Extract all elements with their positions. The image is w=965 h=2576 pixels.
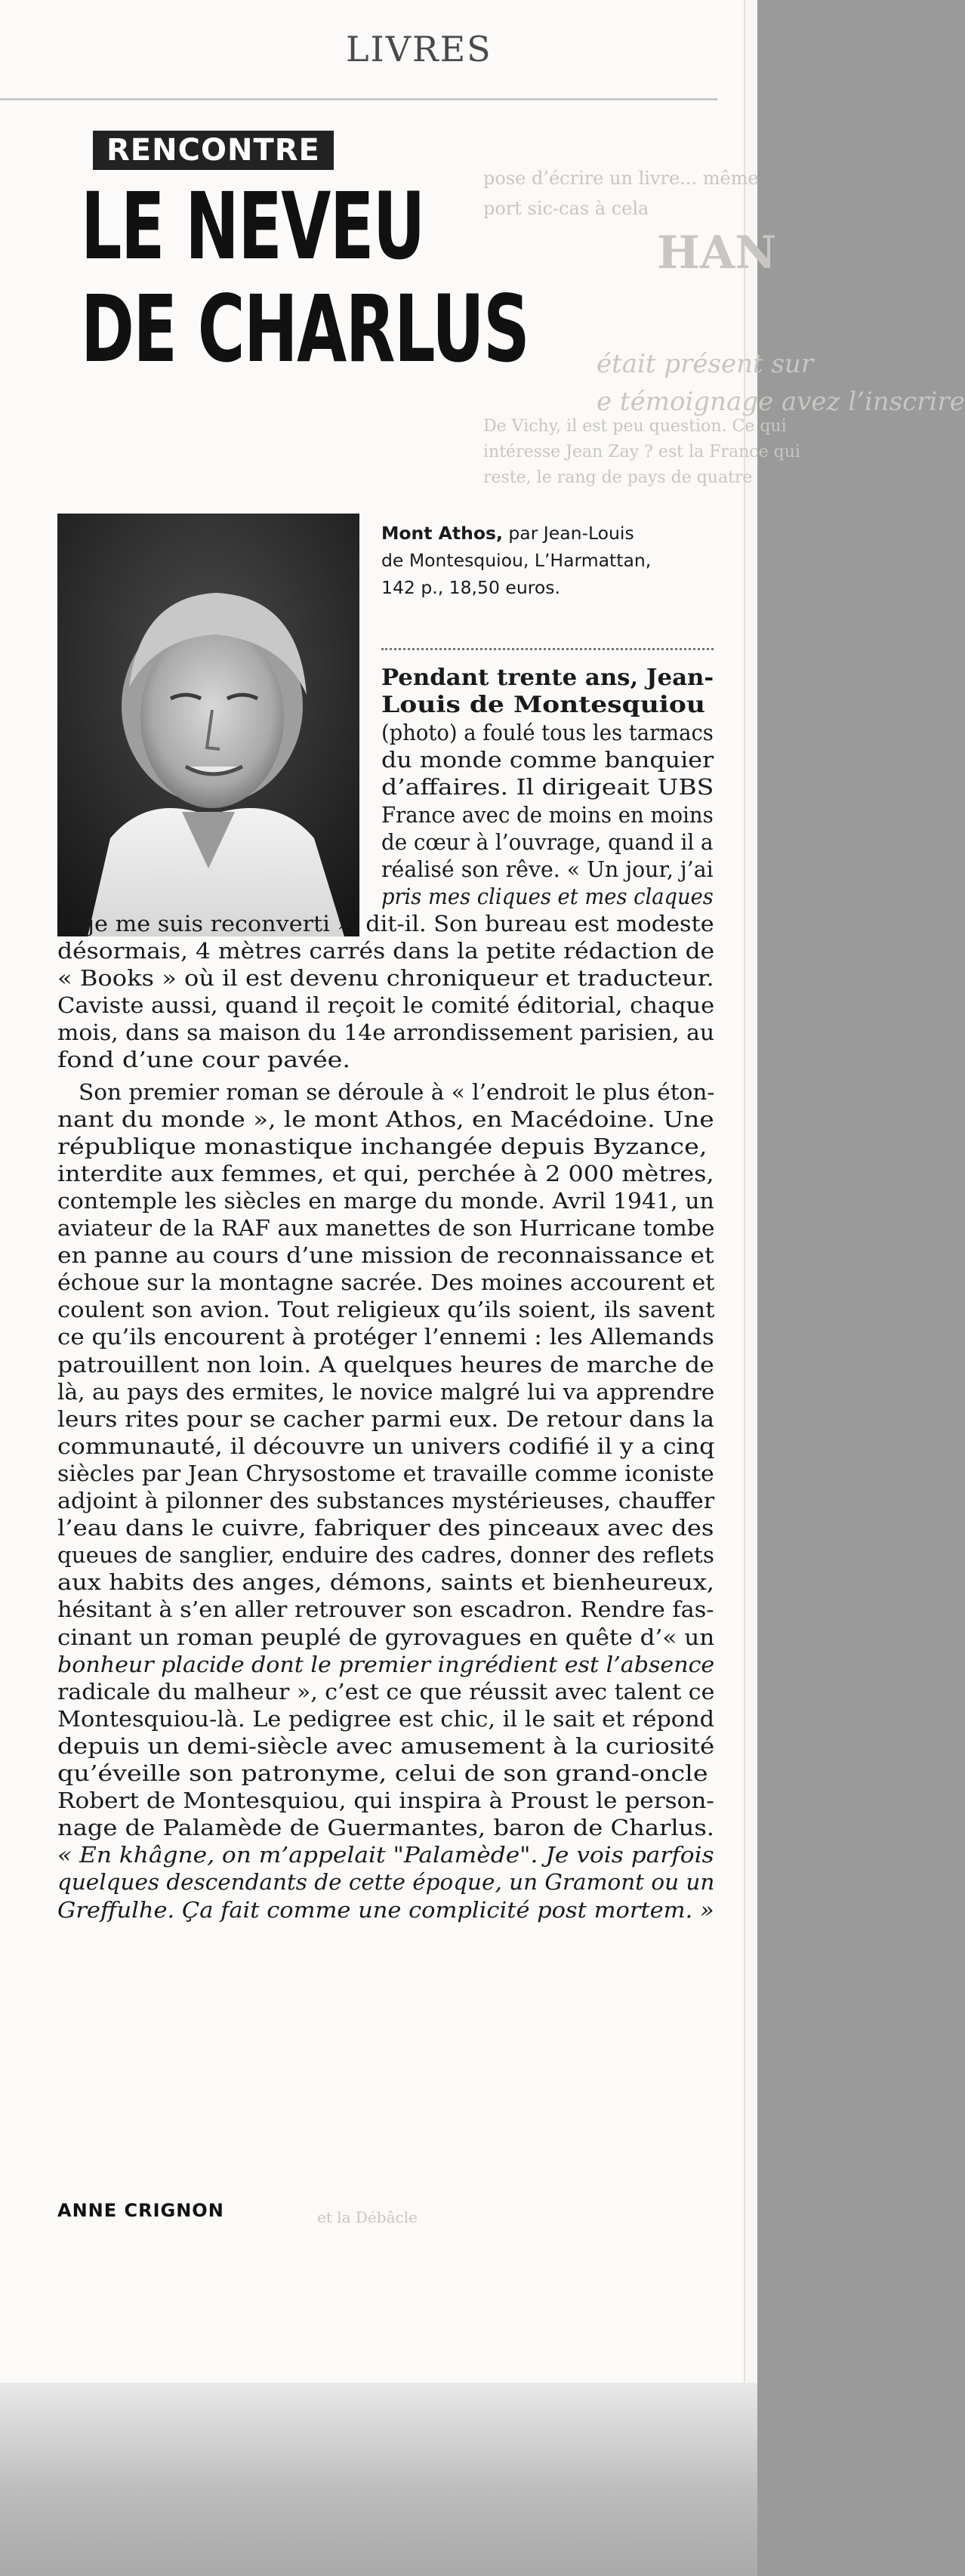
- book-price: 142 p., 18,50 euros.: [381, 577, 560, 598]
- article-line: là, au pays des ermites, le novice malgré lui va apprendre: [57, 1378, 715, 1405]
- article-line: échoue sur la montagne sacrée. Des moines accourent et: [57, 1269, 715, 1296]
- article-line: contemple les siècles en marge du monde. Avril 1941, un: [57, 1187, 714, 1214]
- article-line: leurs rites pour se cacher parmi eux. De retour dans la: [57, 1405, 714, 1432]
- article-line: interdite aux femmes, et qui, perchée à 2 000 mètres,: [57, 1160, 714, 1186]
- article-line: Caviste aussi, quand il reçoit le comité éditorial, chaque: [57, 992, 715, 1019]
- bleed-through-text: intéresse Jean Zay ? est la France qui: [483, 443, 800, 461]
- article-line: adjoint à pilonner des substances mystérieuses, chauffer: [57, 1488, 715, 1513]
- article-line: désormais, 4 mètres carrés dans la petite rédaction de: [57, 938, 715, 964]
- article-line: (photo) a foulé tous les tarmacs: [381, 720, 714, 746]
- article-line: patrouillent non loin. A quelques heures de marche de: [57, 1351, 714, 1377]
- article-line: depuis un demi-siècle avec amusement à la curiosité: [57, 1732, 715, 1759]
- book-title: Mont Athos,: [381, 523, 503, 544]
- article-line: France avec de moins en moins: [381, 801, 714, 828]
- article-line: radicale du malheur », c’est ce que réussit avec talent ce: [57, 1678, 715, 1704]
- article-line: coulent son avion. Tout religieux qu’ils soient, ils savent: [57, 1297, 715, 1323]
- kicker-label: RENCONTRE: [93, 131, 334, 170]
- article-line: république monastique inchangée depuis Byzance,: [57, 1133, 708, 1159]
- bleed-through-text: était présent sur: [597, 349, 814, 379]
- author-photo: [57, 514, 359, 936]
- article-line: en panne au cours d’une mission de reconnaissance et: [57, 1242, 714, 1269]
- bleed-through-text: e témoignage avez l’inscrire: [597, 387, 965, 417]
- bleed-through-text: HAN: [657, 227, 777, 279]
- headline-line-1: LE NEVEU: [81, 173, 424, 280]
- bleed-through-text: et la Débâcle: [317, 2208, 418, 2226]
- article-line: Greffulhe. Ça fait comme une complicité post mortem. »: [57, 1896, 714, 1923]
- bleed-through-text: pose d’écrire un livre... même: [483, 168, 759, 189]
- article-line: nant du monde », le mont Athos, en Macédoine. Une: [57, 1106, 714, 1132]
- article-line: Robert de Montesquiou, qui inspira à Proust le person-: [57, 1788, 714, 1814]
- article-line: nage de Palamède de Guermantes, baron de Charlus.: [57, 1815, 715, 1841]
- article-line: aviateur de la RAF aux manettes de son Hurricane tombe: [57, 1215, 715, 1241]
- article-line: ce qu’ils encourent à protéger l’ennemi : les Allemands: [57, 1324, 714, 1350]
- article-line: Pendant trente ans, Jean-: [381, 665, 714, 691]
- article-line: mois, dans sa maison du 14e arrondissement parisien, au: [57, 1020, 715, 1046]
- article-line: communauté, il découvre un univers codifié il y a cinq: [57, 1433, 715, 1459]
- book-publisher: de Montesquiou, L’Harmattan,: [381, 550, 652, 571]
- bleed-through-text: De Vichy, il est peu question. Ce qui: [483, 417, 787, 436]
- caption-separator: [381, 648, 714, 650]
- article-line: aux habits des anges, démons, saints et bienheureux,: [57, 1569, 715, 1596]
- article-line: Son premier roman se déroule à « l’endroit le plus éton-: [79, 1078, 715, 1105]
- article-line: hésitant à s’en aller retrouver son escadron. Rendre fas-: [57, 1597, 714, 1623]
- article-line: et je me suis reconverti », dit-il. Son bureau est modeste: [57, 910, 714, 936]
- article-line: fond d’une cour pavée.: [57, 1047, 351, 1073]
- section-title: LIVRES: [346, 29, 492, 69]
- author-signature: ANNE CRIGNON: [57, 2200, 224, 2221]
- article-line: siècles par Jean Chrysostome et travaille comme iconiste: [57, 1460, 714, 1486]
- article-line: qu’éveille son patronyme, celui de son grand-oncle: [57, 1760, 708, 1786]
- article-line: « En khâgne, on m’appelait "Palamède". Je vois parfois: [57, 1842, 714, 1868]
- scan-bottom-margin: [0, 2383, 757, 2576]
- book-info: [381, 520, 714, 601]
- article-line: Louis de Montesquiou: [381, 692, 705, 719]
- article-line: Montesquiou-là. Le pedigree est chic, il le sait et répond: [57, 1705, 715, 1732]
- article-line: bonheur placide dont le premier ingrédient est l’absence: [57, 1651, 715, 1677]
- article-line: l’eau dans le cuivre, fabriquer des pinceaux avec des: [57, 1515, 714, 1541]
- article-line: pris mes cliques et mes claques: [381, 883, 714, 909]
- headline-line-2: DE CHARLUS: [81, 276, 529, 383]
- article-line: du monde comme banquier: [381, 747, 714, 773]
- book-author: par Jean-Louis: [502, 523, 634, 544]
- author-portrait-image: [57, 514, 359, 936]
- article-line: de cœur à l’ouvrage, quand il a: [381, 828, 714, 855]
- article-line: quelques descendants de cette époque, un Gramont ou un: [57, 1869, 715, 1896]
- article-line: queues de sanglier, enduire des cadres, donner des reflets: [57, 1542, 714, 1569]
- article-line: d’affaires. Il dirigeait UBS: [381, 774, 714, 801]
- header-rule: [0, 98, 717, 100]
- bleed-through-text: reste, le rang de pays de quatre: [483, 468, 753, 487]
- article-line: « Books » où il est devenu chroniqueur et traducteur.: [57, 965, 714, 992]
- headline: [81, 173, 529, 383]
- article-line: réalisé son rêve. « Un jour, j’ai: [381, 856, 714, 882]
- bleed-through-text: port sic-cas à cela: [483, 198, 649, 219]
- article-line: cinant un roman peuplé de gyrovagues en quête d’« un: [57, 1624, 715, 1650]
